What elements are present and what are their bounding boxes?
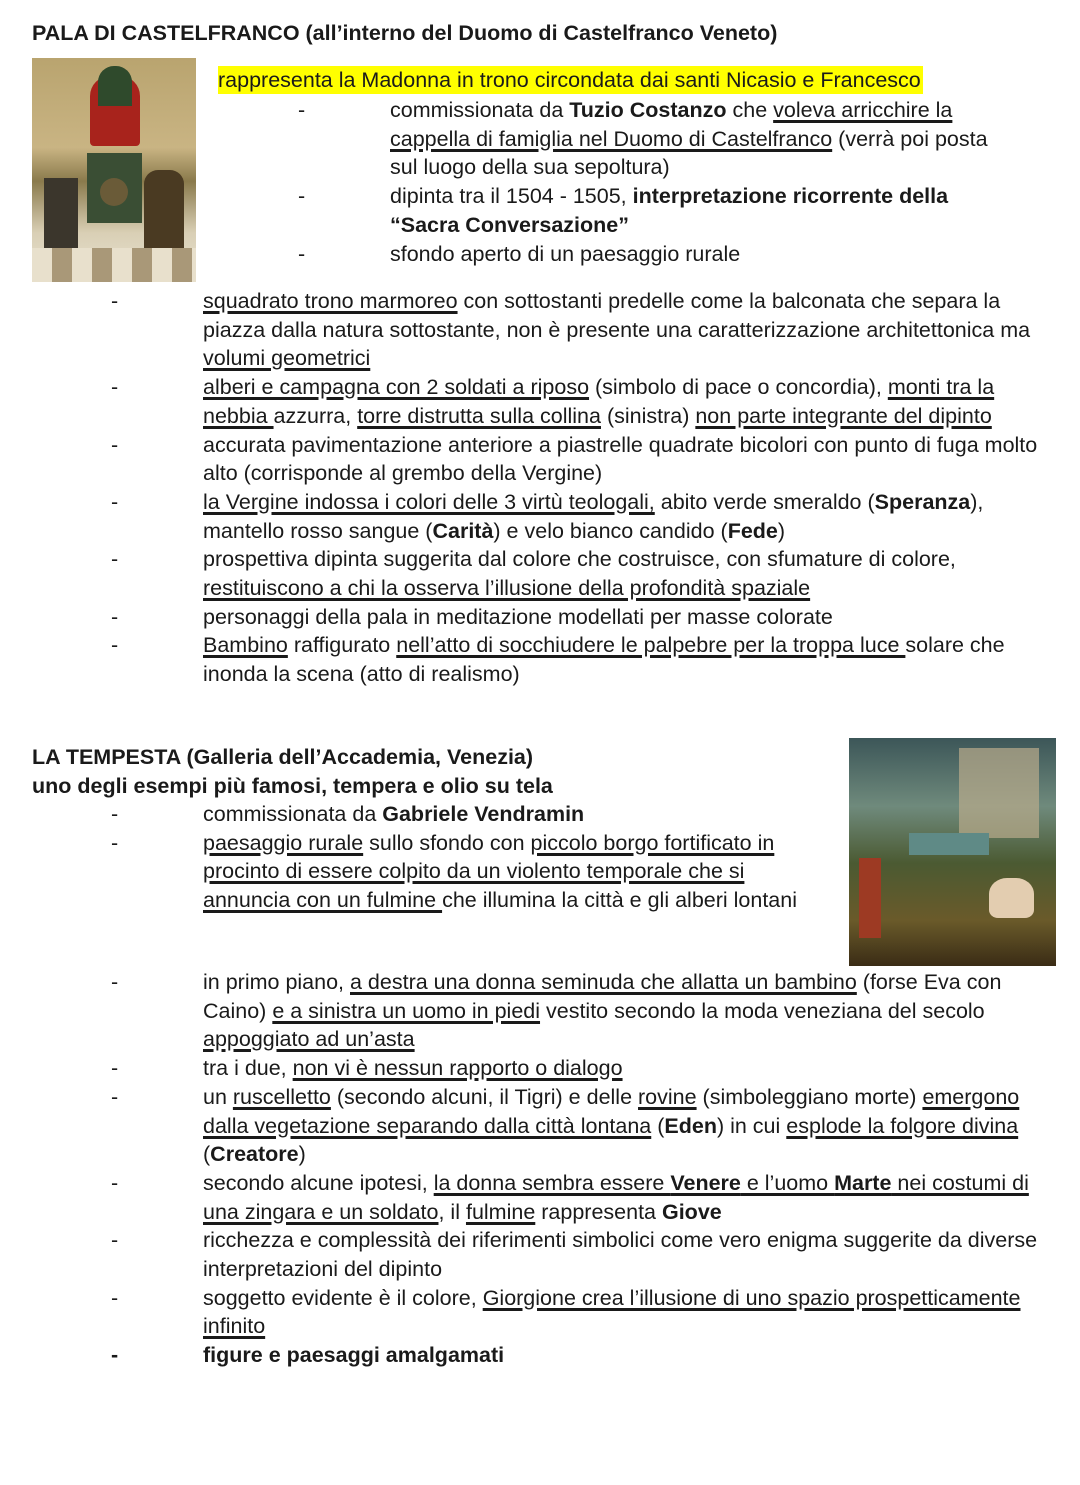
bullet-item	[0, 800, 815, 829]
bullet-dash: -	[111, 547, 119, 572]
pala-bullet-list	[0, 287, 1050, 689]
pala-top-bullet-list	[0, 96, 1020, 268]
text-segment: )	[777, 518, 786, 543]
text-segment: solare che inonda la scena (atto di realismo)	[203, 633, 1005, 687]
text-segment: dipinta tra il 1504 - 1505,	[390, 184, 633, 209]
bullet-item	[0, 631, 1050, 688]
bullet-item	[0, 488, 1050, 545]
bullet-dash: -	[298, 98, 306, 122]
bullet-dash: -	[111, 802, 119, 826]
bold-text: interpretazione ricorrente della “Sacra Conversazione”	[390, 184, 949, 237]
section-subtitle-tempesta: uno degli esempi più famosi, tempera e olio su tela	[32, 774, 553, 798]
underlined-text: paesaggio rurale	[203, 830, 364, 855]
text-segment: accurata pavimentazione anteriore a piastrelle quadrate bicolori con punto di fuga molto alto (corrisponde al grembo della Vergine)	[203, 432, 1038, 486]
underlined-text: non vi è nessun rapporto o dialogo	[292, 1056, 623, 1081]
underlined-text: la Vergine indossa i colori delle 3 virtù teologali,	[203, 489, 655, 514]
underlined-text: appoggiato ad un’asta	[203, 1027, 415, 1052]
bullet-item	[0, 431, 1050, 488]
bullet-item	[0, 373, 1050, 430]
underlined-text: Giorgione crea l’illusione di uno spazio prospetticamente infinito	[203, 1285, 1021, 1339]
bullet-item	[0, 1226, 1052, 1283]
section-title-pala: PALA DI CASTELFRANCO (all’interno del Duomo di Castelfranco Veneto)	[32, 21, 778, 45]
bullet-dash: -	[111, 489, 119, 514]
text-segment: un	[203, 1084, 233, 1109]
text-segment: abito verde smeraldo (	[654, 489, 875, 514]
text-segment: (verrà poi posta sul luogo della sua sepoltura)	[390, 126, 988, 180]
text-segment: commissionata da	[390, 98, 570, 122]
la-tempesta-painting	[849, 738, 1056, 966]
underlined-text: e a sinistra un uomo in piedi	[272, 998, 541, 1023]
bullet-item	[0, 96, 1020, 182]
bullet-item	[0, 1341, 1052, 1370]
bullet-dash: -	[111, 289, 119, 313]
bullet-dash: -	[298, 184, 306, 209]
bullet-item	[0, 1083, 1052, 1169]
text-segment: in primo piano,	[203, 970, 350, 994]
bullet-dash: -	[111, 375, 119, 400]
underlined-text: ruscelletto	[232, 1084, 331, 1109]
underlined-text: squadrato trono marmoreo	[203, 289, 458, 313]
bullet-dash: -	[111, 970, 119, 994]
bold-text: figure e paesaggi amalgamati	[203, 1343, 505, 1368]
bullet-dash: -	[298, 241, 306, 266]
bullet-dash: -	[111, 633, 119, 658]
underlined-text: torre distrutta sulla collina	[357, 403, 601, 428]
text-segment: vestito secondo la moda veneziana del secolo	[540, 998, 985, 1023]
text-segment: , il	[438, 1199, 466, 1224]
bold-text: Marte	[834, 1170, 892, 1195]
text-segment: azzurra,	[273, 403, 358, 428]
text-segment: rappresenta	[535, 1199, 662, 1224]
text-segment: (	[651, 1113, 665, 1138]
bullet-dash: -	[111, 1343, 119, 1368]
text-segment: (	[203, 1142, 211, 1167]
text-segment: ), mantello rosso sangue (	[203, 489, 984, 543]
text-segment: (simboleggiano morte)	[696, 1084, 923, 1109]
underlined-text: la donna sembra essere	[433, 1170, 671, 1195]
bullet-item	[0, 829, 815, 915]
underlined-text: esplode la folgore divina	[786, 1113, 1019, 1138]
underlined-text: alberi e campagna con 2 soldati a riposo	[203, 375, 590, 400]
underlined-text: fulmine	[465, 1199, 536, 1224]
text-segment: raffigurato	[287, 633, 397, 658]
bullet-item	[0, 1284, 1052, 1341]
underlined-text: Bambino	[203, 633, 288, 658]
bullet-item	[0, 1169, 1052, 1226]
underlined-text: piccolo borgo fortificato in procinto di essere colpito da un violento temporale che si annuncia con un fulmine	[203, 830, 775, 913]
text-segment: sfondo aperto di un paesaggio rurale	[390, 241, 741, 266]
text-segment: secondo alcune ipotesi,	[203, 1170, 434, 1195]
bullet-item	[0, 968, 1052, 1054]
bullet-item	[0, 1054, 1052, 1083]
underlined-text: voleva arricchire la cappella di famiglia nel Duomo di Castelfranco	[390, 98, 953, 151]
text-segment: con sottostanti predelle come la balconata che separa la piazza dalla natura sottostante, non è presente una caratterizzazione architettonica ma	[203, 289, 1031, 342]
text-segment: che illumina la città e gli alberi lontani	[442, 888, 798, 913]
bold-text: Speranza	[874, 489, 971, 514]
underlined-text: non parte integrante del dipinto	[695, 403, 992, 428]
bullet-dash: -	[111, 1170, 119, 1195]
text-segment: sullo sfondo con	[363, 830, 531, 855]
text-segment: che	[726, 98, 774, 122]
text-segment: (sinistra)	[600, 403, 696, 428]
tempesta-bullet-list-top	[0, 800, 815, 915]
text-segment: tra i due,	[203, 1056, 293, 1081]
text-segment: personaggi della pala in meditazione modellati per masse colorate	[203, 604, 833, 629]
section-title-tempesta: LA TEMPESTA (Galleria dell’Accademia, Venezia)	[32, 745, 534, 769]
bullet-dash: -	[111, 1056, 119, 1081]
text-segment: ) in cui	[716, 1113, 787, 1138]
underlined-text: monti tra la nebbia	[203, 375, 995, 428]
bullet-item	[0, 603, 1050, 632]
text-segment: soggetto evidente è il colore,	[203, 1285, 483, 1310]
bullet-item	[0, 545, 1050, 602]
text-segment: (forse Eva con Caino)	[203, 970, 1002, 1023]
bullet-dash: -	[111, 432, 119, 457]
tempesta-bullet-list	[0, 968, 1052, 1370]
text-segment: ) e velo bianco candido (	[493, 518, 728, 543]
bold-text: Creatore	[210, 1142, 299, 1167]
bullet-item	[0, 287, 1050, 373]
underlined-text: volumi geometrici	[203, 346, 371, 371]
bold-text: Giove	[661, 1199, 722, 1224]
bullet-item	[0, 240, 1020, 269]
bullet-item	[0, 182, 1020, 239]
bullet-dash: -	[111, 604, 119, 629]
bold-text: Carità	[432, 518, 494, 543]
bold-text: Fede	[727, 518, 778, 543]
bullet-dash: -	[111, 1084, 119, 1109]
bold-text: Gabriele Vendramin	[382, 802, 585, 826]
underlined-text: nei costumi di una zingara e un soldato	[203, 1170, 1029, 1224]
bold-text: Eden	[664, 1113, 717, 1138]
text-segment: prospettiva dipinta suggerita dal colore che costruisce, con sfumature di colore,	[203, 547, 956, 572]
text-segment: ricchezza e complessità dei riferimenti simbolici come vero enigma suggerite da diverse interpretazioni del dipinto	[203, 1228, 1038, 1282]
text-segment: (simbolo di pace o concordia),	[589, 375, 888, 400]
bullet-dash: -	[111, 830, 119, 855]
text-segment: )	[298, 1142, 306, 1167]
underlined-text: a destra una donna seminuda che allatta un bambino	[350, 970, 857, 994]
text-segment: (secondo alcuni, il Tigri) e delle	[330, 1084, 639, 1109]
text-segment: commissionata da	[203, 802, 383, 826]
highlighted-summary: rappresenta la Madonna in trono circondata dai santi Nicasio e Francesco	[218, 68, 921, 92]
underlined-text: e l’uomo	[740, 1170, 835, 1195]
underlined-text: nell’atto di socchiudere le palpebre per la troppa luce	[396, 633, 906, 658]
bullet-dash: -	[111, 1285, 119, 1310]
underlined-text: restituiscono a chi la osserva l’illusione della profondità spaziale	[203, 576, 811, 601]
underlined-text: rovine	[638, 1084, 697, 1109]
bold-text: Venere	[670, 1170, 741, 1195]
underlined-text: emergono dalla vegetazione separando dalla città lontana	[203, 1084, 1020, 1138]
bullet-dash: -	[111, 1228, 119, 1253]
bold-text: Tuzio Costanzo	[569, 98, 727, 122]
